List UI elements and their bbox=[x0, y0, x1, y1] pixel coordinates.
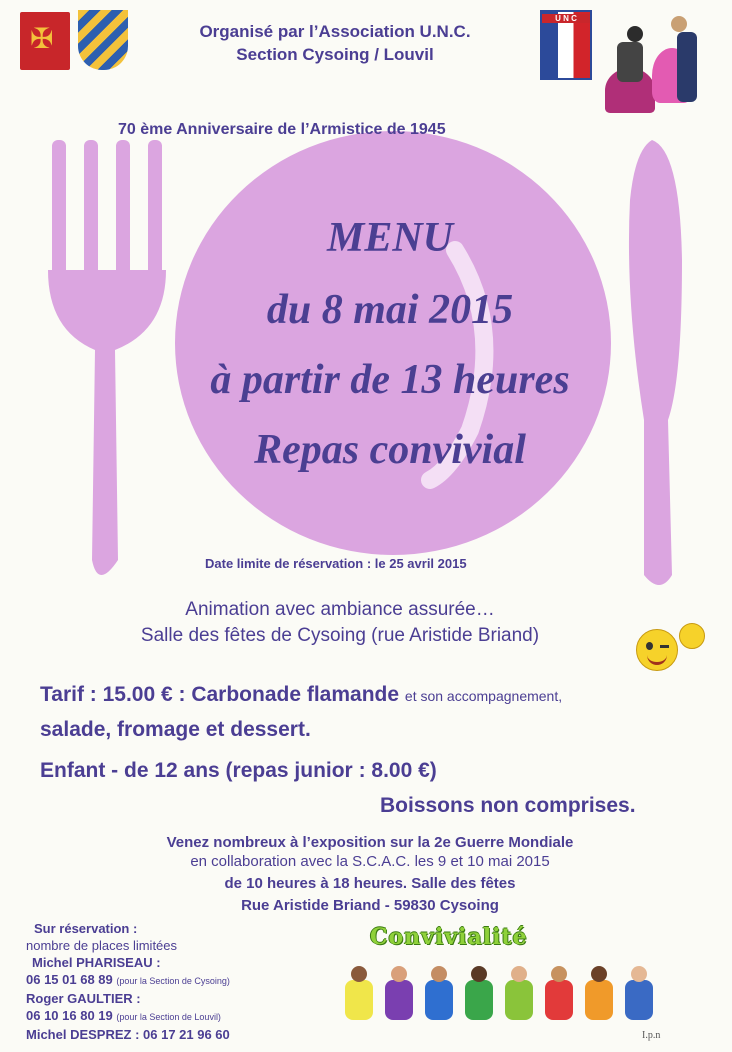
child-price-line: Enfant - de 12 ans (repas junior : 8.00 €) bbox=[40, 759, 437, 782]
animation-line-2: Salle des fêtes de Cysoing (rue Aristide Briand) bbox=[140, 625, 540, 646]
unc-badge-label: U N C bbox=[542, 14, 590, 23]
dancers-illustration bbox=[597, 8, 712, 126]
contact-1 bbox=[26, 971, 230, 990]
menu-date: du 8 mai 2015 bbox=[266, 287, 514, 333]
drinks-line: Boissons non comprises. bbox=[380, 794, 636, 817]
reservation-title: Sur réservation : bbox=[34, 921, 138, 936]
ok-hand-icon bbox=[679, 623, 705, 649]
people-figures-illustration bbox=[345, 962, 685, 1032]
fork-shape bbox=[48, 140, 166, 575]
contact-1-name: Michel PHARISEAU : bbox=[32, 955, 161, 970]
contact-3: Michel DESPREZ : 06 17 21 96 60 bbox=[26, 1027, 230, 1042]
animation-line-1: Animation avec ambiance assurée… bbox=[185, 599, 495, 620]
menu-title: MENU bbox=[326, 215, 454, 261]
tarif-main: Tarif : 15.00 € : Carbonade flamande bbox=[40, 683, 400, 706]
contact-1-phone: 06 15 01 68 89 bbox=[26, 972, 113, 987]
cross-icon: ✠ bbox=[30, 23, 54, 54]
expo-line-3: de 10 heures à 18 heures. Salle des fêtes bbox=[224, 875, 516, 892]
tarif-line bbox=[40, 683, 562, 707]
section-line: Section Cysoing / Louvil bbox=[236, 45, 434, 64]
reservation-places: nombre de places limitées bbox=[26, 938, 178, 953]
expo-line-4: Rue Aristide Briand - 59830 Cysoing bbox=[241, 897, 499, 914]
reservation-deadline: Date limite de réservation : le 25 avril 2015 bbox=[205, 556, 467, 571]
contact-2-phone: 06 10 16 80 19 bbox=[26, 1008, 113, 1023]
occitan-cross-flag bbox=[20, 12, 70, 70]
convivialite-title: Convivialité bbox=[370, 924, 528, 950]
tarif-suffix: et son accompagnement, bbox=[404, 688, 563, 704]
tarif-line-2: salade, fromage et dessert. bbox=[40, 718, 311, 741]
contact-2 bbox=[26, 1007, 230, 1026]
menu-time: à partir de 13 heures bbox=[210, 357, 570, 403]
knife-shape bbox=[629, 140, 682, 585]
organizer-line: Organisé par l’Association U.N.C. bbox=[199, 22, 471, 41]
expo-line-1: Venez nombreux à l’exposition sur la 2e Guerre Mondiale bbox=[166, 834, 574, 851]
coat-of-arms-icon bbox=[78, 10, 128, 70]
printer-mark: I.p.n bbox=[642, 1030, 661, 1041]
menu-subtitle: Repas convivial bbox=[254, 427, 526, 473]
reservation-block bbox=[26, 920, 230, 1043]
unc-badge bbox=[540, 10, 592, 80]
anniversary-line: 70 ème Anniversaire de l’Armistice de 1945 bbox=[118, 121, 446, 138]
contact-2-name: Roger GAULTIER : bbox=[26, 991, 141, 1006]
expo-line-2: en collaboration avec la S.C.A.C. les 9 et 10 mai 2015 bbox=[190, 853, 550, 870]
winking-smiley-icon bbox=[636, 629, 678, 671]
plate-shape bbox=[175, 131, 611, 555]
contact-1-note: (pour la Section de Cysoing) bbox=[116, 976, 230, 986]
contact-2-note: (pour la Section de Louvil) bbox=[116, 1012, 221, 1022]
